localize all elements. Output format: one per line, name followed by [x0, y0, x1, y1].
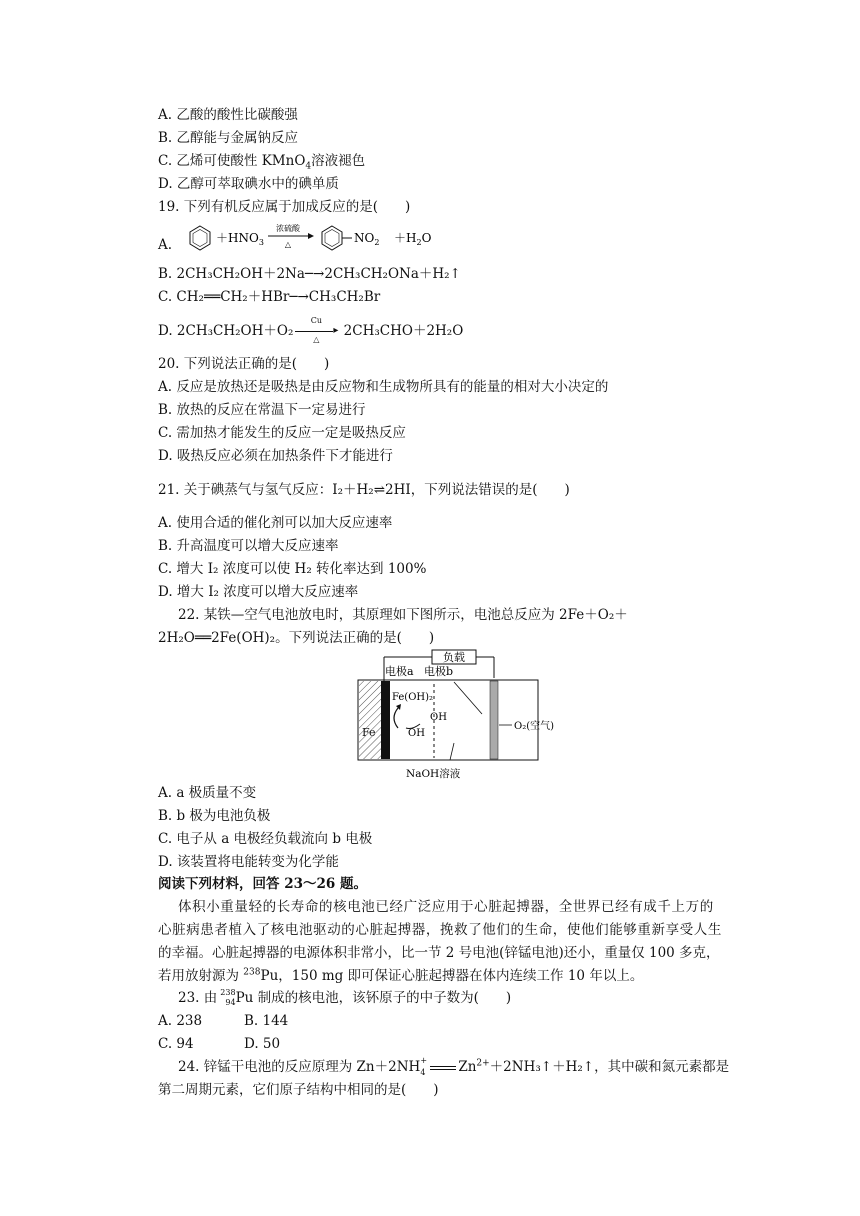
naoh-solution-label: NaOH溶液 — [406, 768, 461, 780]
q22-option-b: B. b 极为电池负极 — [158, 808, 271, 824]
electrode-b — [490, 681, 498, 759]
material-line4: 若用放射源为 $^{238}$Pu，150 mg 即可保证心脏起搏器在体内连续工作 10 年以上。 — [158, 967, 644, 984]
q21-option-b: B. 升高温度可以增大反应速率 — [158, 538, 339, 554]
q19-a-condition-bottom: △ — [284, 240, 292, 249]
q22-option-d: D. 该装置将电能转变为化学能 — [158, 854, 339, 870]
q19-a-water: $+H_2O$ — [394, 231, 432, 247]
q21-option-d: D. 增大 I₂ 浓度可以增大反应速率 — [158, 584, 359, 600]
electrode-a — [381, 681, 390, 759]
material-line1: 体积小重量轻的长寿命的核电池已经广泛应用于心脏起搏器，全世界已经有成千上万的 — [178, 899, 714, 915]
q21-option-a: A. 使用合适的催化剂可以加大反应速率 — [158, 515, 393, 531]
q22-stem-line2: 2H₂O══2Fe(OH)₂。下列说法正确的是( ) — [158, 630, 435, 646]
curved-arrow-icon — [394, 708, 398, 728]
q19-d-arrow: Cu ▸ △ — [293, 322, 339, 340]
q20-option-c: C. 需加热才能发生的反应一定是吸热反应 — [158, 425, 406, 441]
q18-option-c: C. 乙烯可使酸性 KMnO$_4$溶液褪色 — [158, 153, 366, 172]
q22-option-a: A. a 极质量不变 — [158, 785, 257, 801]
q23-options-row2 — [158, 1035, 280, 1053]
q21-stem: 21. 关于碘蒸气与氢气反应：I₂＋H₂⇌2HI，下列说法错误的是( ) — [158, 482, 570, 498]
q23-options-row1 — [158, 1012, 288, 1030]
q19-stem: 19. 下列有机反应属于加成反应的是( ) — [158, 199, 411, 215]
q19-option-a — [158, 236, 172, 262]
q19-option-a-equation — [180, 222, 450, 258]
q21-option-c: C. 增大 I₂ 浓度可以使 H₂ 转化率达到 100% — [158, 561, 427, 577]
q22-option-c: C. 电子从 a 电极经负载流向 b 电极 — [158, 831, 373, 847]
q20-stem: 20. 下列说法正确的是( ) — [158, 356, 330, 372]
q20-option-d: D. 吸热反应必须在加热条件下才能进行 — [158, 448, 393, 464]
q19-a-condition-top: 浓硫酸 — [276, 224, 300, 233]
q20-option-b: B. 放热的反应在常温下一定易进行 — [158, 402, 366, 418]
material-line3: 的幸福。心脏起搏器的电源体积非常小，比一节 2 号电池(锌锰电池)还小，重量仅 100 多克， — [158, 945, 720, 961]
q20-option-a: A. 反应是放热还是吸热是由反应物和生成物所具有的能量的相对大小决定的 — [158, 379, 609, 395]
load-label: 负载 — [443, 651, 465, 664]
q18-option-b: B. 乙醇能与金属钠反应 — [158, 130, 299, 146]
electrode-b-label: 电极b — [424, 665, 454, 678]
oh-right-label: OH — [430, 712, 447, 723]
q23-stem: 23. 由 238 94 Pu 制成的核电池，该钚原子的中子数为( ) — [178, 988, 512, 1007]
q18-option-d: D. 乙醇可萃取碘水中的碘单质 — [158, 176, 339, 192]
q18-option-a: A. 乙酸的酸性比碳酸强 — [158, 107, 298, 123]
q23-option-c: C. 94 — [158, 1036, 194, 1052]
iron-air-battery-diagram — [354, 648, 555, 782]
q19-option-d: D. 2CH₃CH₂OH＋O₂ Cu ▸ △ 2CH₃CHO＋2H₂O — [158, 316, 464, 344]
pu-isotope-notation: 238 94 — [220, 988, 236, 1007]
q24-stem-line2: 第二周期元素，它们原子结构中相同的是( ) — [158, 1082, 439, 1098]
nitrobenzene-ring-icon — [322, 226, 352, 250]
q22-stem-line1: 22. 某铁—空气电池放电时，其原理如下图所示，电池总反应为 2Fe＋O₂＋ — [178, 607, 628, 623]
q24-stem-line1: 24. 锌锰干电池的反应原理为 Zn＋2NH + 4 $Zn^{2+}+2NH_3↑+H_2↑$，其中碳和氮元素都是 — [178, 1056, 730, 1077]
fe-label: Fe — [362, 726, 376, 739]
o2-air-label: O₂(空气) — [514, 721, 555, 732]
q19-a-reagent: $+HNO_3$ — [216, 231, 264, 247]
q19-a-no2: $NO_2$ — [354, 231, 380, 247]
q23-option-d: D. 50 — [244, 1036, 281, 1052]
q19-a-label: A. — [158, 237, 173, 253]
fe-region — [359, 681, 381, 759]
electrode-a-label: 电极a — [385, 665, 414, 678]
benzene-ring-icon — [190, 226, 210, 250]
q19-option-b: B. 2CH₃CH₂OH＋2Na─→2CH₃CH₂ONa＋H₂↑ — [158, 266, 461, 282]
equals-sign-icon — [430, 1066, 456, 1070]
material-line2: 心脏病患者植入了核电池驱动的心脏起搏器，挽救了他们的生命，使他们能够重新享受人生 — [158, 922, 722, 938]
oh-left-label: OH — [408, 728, 425, 739]
q23-option-b: B. 144 — [244, 1013, 289, 1029]
feoh2-label: Fe(OH)₂ — [392, 692, 434, 703]
material-heading: 阅读下列材料，回答 23～26 题。 — [158, 876, 367, 892]
q19-option-c: C. CH₂══CH₂＋HBr─→CH₃CH₂Br — [158, 289, 381, 305]
q23-option-a: A. 238 — [158, 1013, 203, 1029]
